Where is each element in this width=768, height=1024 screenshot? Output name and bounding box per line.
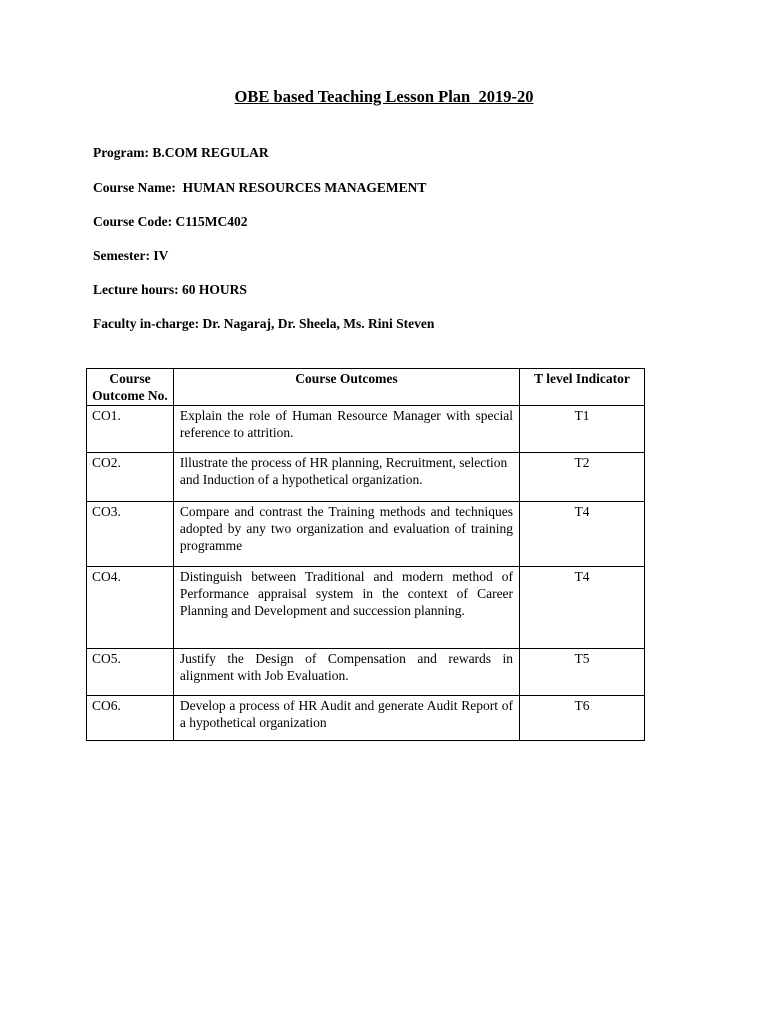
semester-line: Semester: IV xyxy=(93,248,169,263)
outcome-no-cell: CO3. xyxy=(87,502,174,567)
t-level-cell: T4 xyxy=(520,567,645,649)
table-header-row xyxy=(87,369,645,406)
table-row xyxy=(87,696,645,741)
outcome-text-cell: Compare and contrast the Training methods and techniques adopted by any two organization and evaluation of training programme xyxy=(173,502,519,567)
outcome-no-cell: CO5. xyxy=(87,649,174,696)
faculty-line: Faculty in-charge: Dr. Nagaraj, Dr. Sheela, Ms. Rini Steven xyxy=(93,316,435,331)
t-level-cell: T2 xyxy=(520,453,645,502)
course-name-line: Course Name: HUMAN RESOURCES MANAGEMENT xyxy=(93,180,427,195)
outcome-text-cell: Explain the role of Human Resource Manager with special reference to attrition. xyxy=(173,406,519,453)
course-outcomes-table xyxy=(86,368,645,741)
program-line: Program: B.COM REGULAR xyxy=(93,145,269,160)
outcome-no-cell: CO6. xyxy=(87,696,174,741)
t-level-cell: T4 xyxy=(520,502,645,567)
header-t-level: T level Indicator xyxy=(520,369,645,406)
outcome-no-cell: CO4. xyxy=(87,567,174,649)
header-course-outcomes: Course Outcomes xyxy=(173,369,519,406)
course-code-line: Course Code: C115MC402 xyxy=(93,214,248,229)
table-row xyxy=(87,453,645,502)
table-row xyxy=(87,406,645,453)
t-level-cell: T5 xyxy=(520,649,645,696)
outcome-text-cell: Distinguish between Traditional and modern method of Performance appraisal system in the context of Career Planning and Development and succession planning. xyxy=(173,567,519,649)
outcome-text-cell: Justify the Design of Compensation and rewards in alignment with Job Evaluation. xyxy=(173,649,519,696)
lecture-hours-line: Lecture hours: 60 HOURS xyxy=(93,282,247,297)
table-row xyxy=(87,649,645,696)
outcome-text-cell: Illustrate the process of HR planning, Recruitment, selection and Induction of a hypothetical organization. xyxy=(173,453,519,502)
outcome-no-cell: CO2. xyxy=(87,453,174,502)
header-outcome-no: Course Outcome No. xyxy=(87,369,174,406)
t-level-cell: T1 xyxy=(520,406,645,453)
page-title: OBE based Teaching Lesson Plan 2019-20 xyxy=(234,87,534,106)
table-row xyxy=(87,567,645,649)
table-row xyxy=(87,502,645,567)
outcome-text-cell: Develop a process of HR Audit and generate Audit Report of a hypothetical organization xyxy=(173,696,519,741)
outcome-no-cell: CO1. xyxy=(87,406,174,453)
t-level-cell: T6 xyxy=(520,696,645,741)
